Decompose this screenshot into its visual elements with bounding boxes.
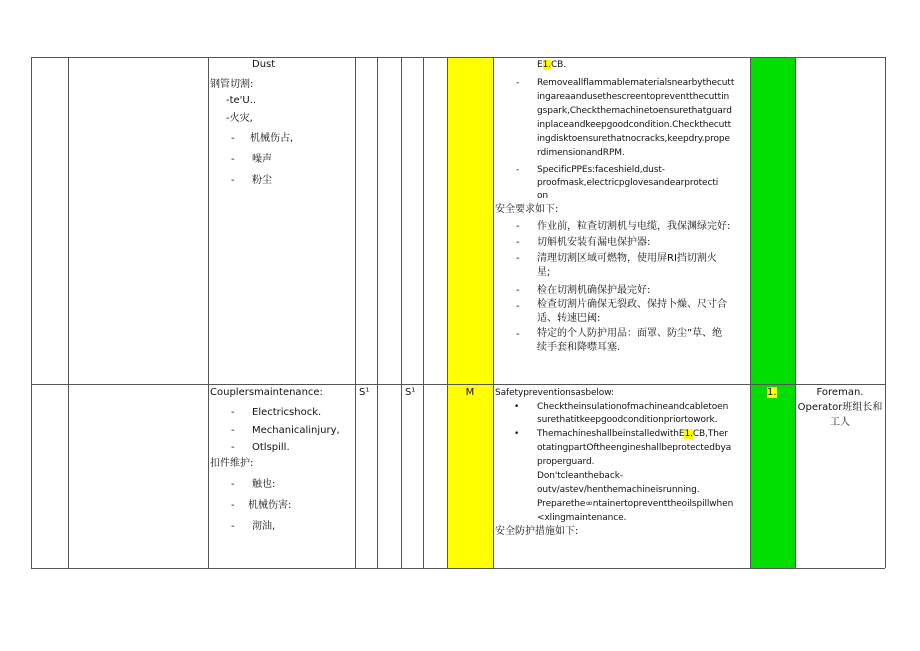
row-line xyxy=(31,384,885,385)
control-en-line: otatingpartOftheengineshallbeprotectedbya xyxy=(537,443,732,453)
control-en-line: <xlingmaintenance. xyxy=(537,513,627,523)
control-en-title: Safetypreventionsasbelow: xyxy=(495,388,614,398)
col-line xyxy=(493,57,494,568)
control-en-line: inplaceandkeepgoodcondition.Checkthecutt xyxy=(537,120,732,130)
col-line xyxy=(377,57,378,568)
col-line xyxy=(795,57,796,568)
control-en-line: surethatitkeepgoodconditionpriortowork. xyxy=(537,415,718,425)
hazard-cn-item: 机械伤占, xyxy=(250,133,294,144)
control-en-dash: - xyxy=(516,78,520,88)
control-cn-line: 星; xyxy=(537,267,551,278)
control-elcb-line: ThemachineshallbeinstalledwithE1.CB,Ther xyxy=(537,429,728,439)
row-line xyxy=(31,57,885,58)
col-line xyxy=(355,57,356,568)
residual-risk-cell-row2 xyxy=(750,384,795,568)
hazard-en-item: Otlspill. xyxy=(252,442,290,453)
hazard-cn-dash: - xyxy=(231,521,235,532)
hazard-en-dust: Dust xyxy=(252,59,276,70)
residual-risk-text: 1. xyxy=(767,387,777,398)
control-en-line: Checktheinsulationofmachineandcabletoen xyxy=(537,402,729,412)
col-line xyxy=(31,57,32,568)
control-cn-dash: - xyxy=(516,237,520,248)
control-en-line: on xyxy=(537,191,549,201)
control-cn-line: 检查切割片确保无裂政、保持卜燥、尺寸合 xyxy=(537,299,727,310)
control-en-line: Removeallflammablematerialsnearbythecutt xyxy=(537,78,735,88)
hazard-cn-dash: - xyxy=(231,500,235,511)
row-line xyxy=(31,568,885,569)
severity-cell: S¹ xyxy=(405,387,416,398)
control-en-dash: - xyxy=(516,165,520,175)
hazard-cn-dash: - xyxy=(231,479,235,490)
severity-cell: S¹ xyxy=(359,387,370,398)
hazard-cn-dash: - xyxy=(231,175,235,186)
control-en-line: gspark,Checkthemachinetoensurethatguard xyxy=(537,106,732,116)
control-cn-dash: - xyxy=(516,253,520,264)
control-en-line: ingareaandusethescreentopreventthecuttin xyxy=(537,92,730,102)
control-en-line: ingdisktoensurethatnocracks,keepdry.prope xyxy=(537,134,730,144)
control-cn-line: 清理切割区域可燃物，使用屏RI挡切割火 xyxy=(537,253,717,264)
hazard-cn-item: 粉尘 xyxy=(252,175,272,186)
col-line xyxy=(401,57,402,568)
control-en-line: SpecificPPEs:faceshield,dust- xyxy=(537,165,665,175)
hazard-en-dash: - xyxy=(231,407,235,418)
hazard-en-item: Mechanicalinjury, xyxy=(252,425,340,436)
hazard-cn-dash: - xyxy=(231,154,235,165)
control-cn-dash: - xyxy=(516,285,520,296)
col-line xyxy=(885,57,886,568)
control-en-line: proofmask,electricpglovesandearprotecti xyxy=(537,178,719,188)
control-cn-title: 安全要求如下: xyxy=(495,204,559,215)
hazard-cn-item: -te'U.. xyxy=(226,95,257,106)
col-line xyxy=(447,57,448,568)
col-line xyxy=(68,57,69,568)
residual-risk-cell-row1 xyxy=(750,57,795,384)
hazard-cn-item: -火灾, xyxy=(226,113,253,124)
control-cn-dash: - xyxy=(516,221,520,232)
control-cn-dash: - xyxy=(516,301,520,312)
activity-title-en: Couplersmaintenance: xyxy=(210,387,323,398)
risk-level-text: M xyxy=(465,387,475,398)
hazard-cn-item: 机械伤害: xyxy=(248,500,292,511)
control-cn-line: 检在切割机确保护最完好: xyxy=(537,285,651,296)
col-line xyxy=(208,57,209,568)
hazard-cn-title: 钢管切割: xyxy=(210,79,254,90)
control-cn-title: 安全防护措施如下: xyxy=(495,526,579,537)
activity-title-cn: 扣件维护: xyxy=(210,458,254,469)
control-en-line: Don'tcleantheback- xyxy=(537,471,623,481)
hazard-en-dash: - xyxy=(231,442,235,453)
hazard-en-dash: - xyxy=(231,425,235,436)
control-elcb-line: E1.CB. xyxy=(537,60,567,70)
hazard-cn-item: 噪声 xyxy=(252,154,272,165)
control-en-line: Preparethe∞ntainertopreventtheoilspillwhen xyxy=(537,499,734,509)
control-en-line: outv/astev/henthemachineisrunning. xyxy=(537,485,700,495)
col-line xyxy=(423,57,424,568)
bullet-dot: • xyxy=(514,402,520,412)
control-en-line: rdimensionandRPM. xyxy=(537,148,625,158)
hazard-cn-item: 触也: xyxy=(252,479,276,490)
control-cn-line: 特定的个人防护用品：面罩、防尘”草、绝 xyxy=(537,328,723,339)
control-cn-dash: - xyxy=(516,329,520,340)
bullet-dot: • xyxy=(514,429,520,439)
control-cn-line: 作业前，粒查切割机与电缆，我保渊绿完好: xyxy=(537,221,731,232)
control-cn-line: 续手套和降噤耳塞. xyxy=(537,342,621,353)
hazard-cn-dash: - xyxy=(231,133,235,144)
hazard-en-item: Electricshock. xyxy=(252,407,322,418)
control-cn-line: 切斛机安装有漏电保护器: xyxy=(537,237,651,248)
control-cn-line: 适、转速巴阈: xyxy=(537,313,601,324)
responsible-cn: 工人 xyxy=(830,417,850,428)
responsible-mixed: Operator班组长和 xyxy=(797,402,883,413)
responsible-en: Foreman. xyxy=(816,387,864,398)
control-en-line: properguard. xyxy=(537,457,595,467)
col-line xyxy=(750,57,751,568)
risk-level-cell-row1 xyxy=(447,57,493,384)
hazard-cn-item: 沏油, xyxy=(252,521,276,532)
risk-level-cell-row2 xyxy=(447,384,493,568)
